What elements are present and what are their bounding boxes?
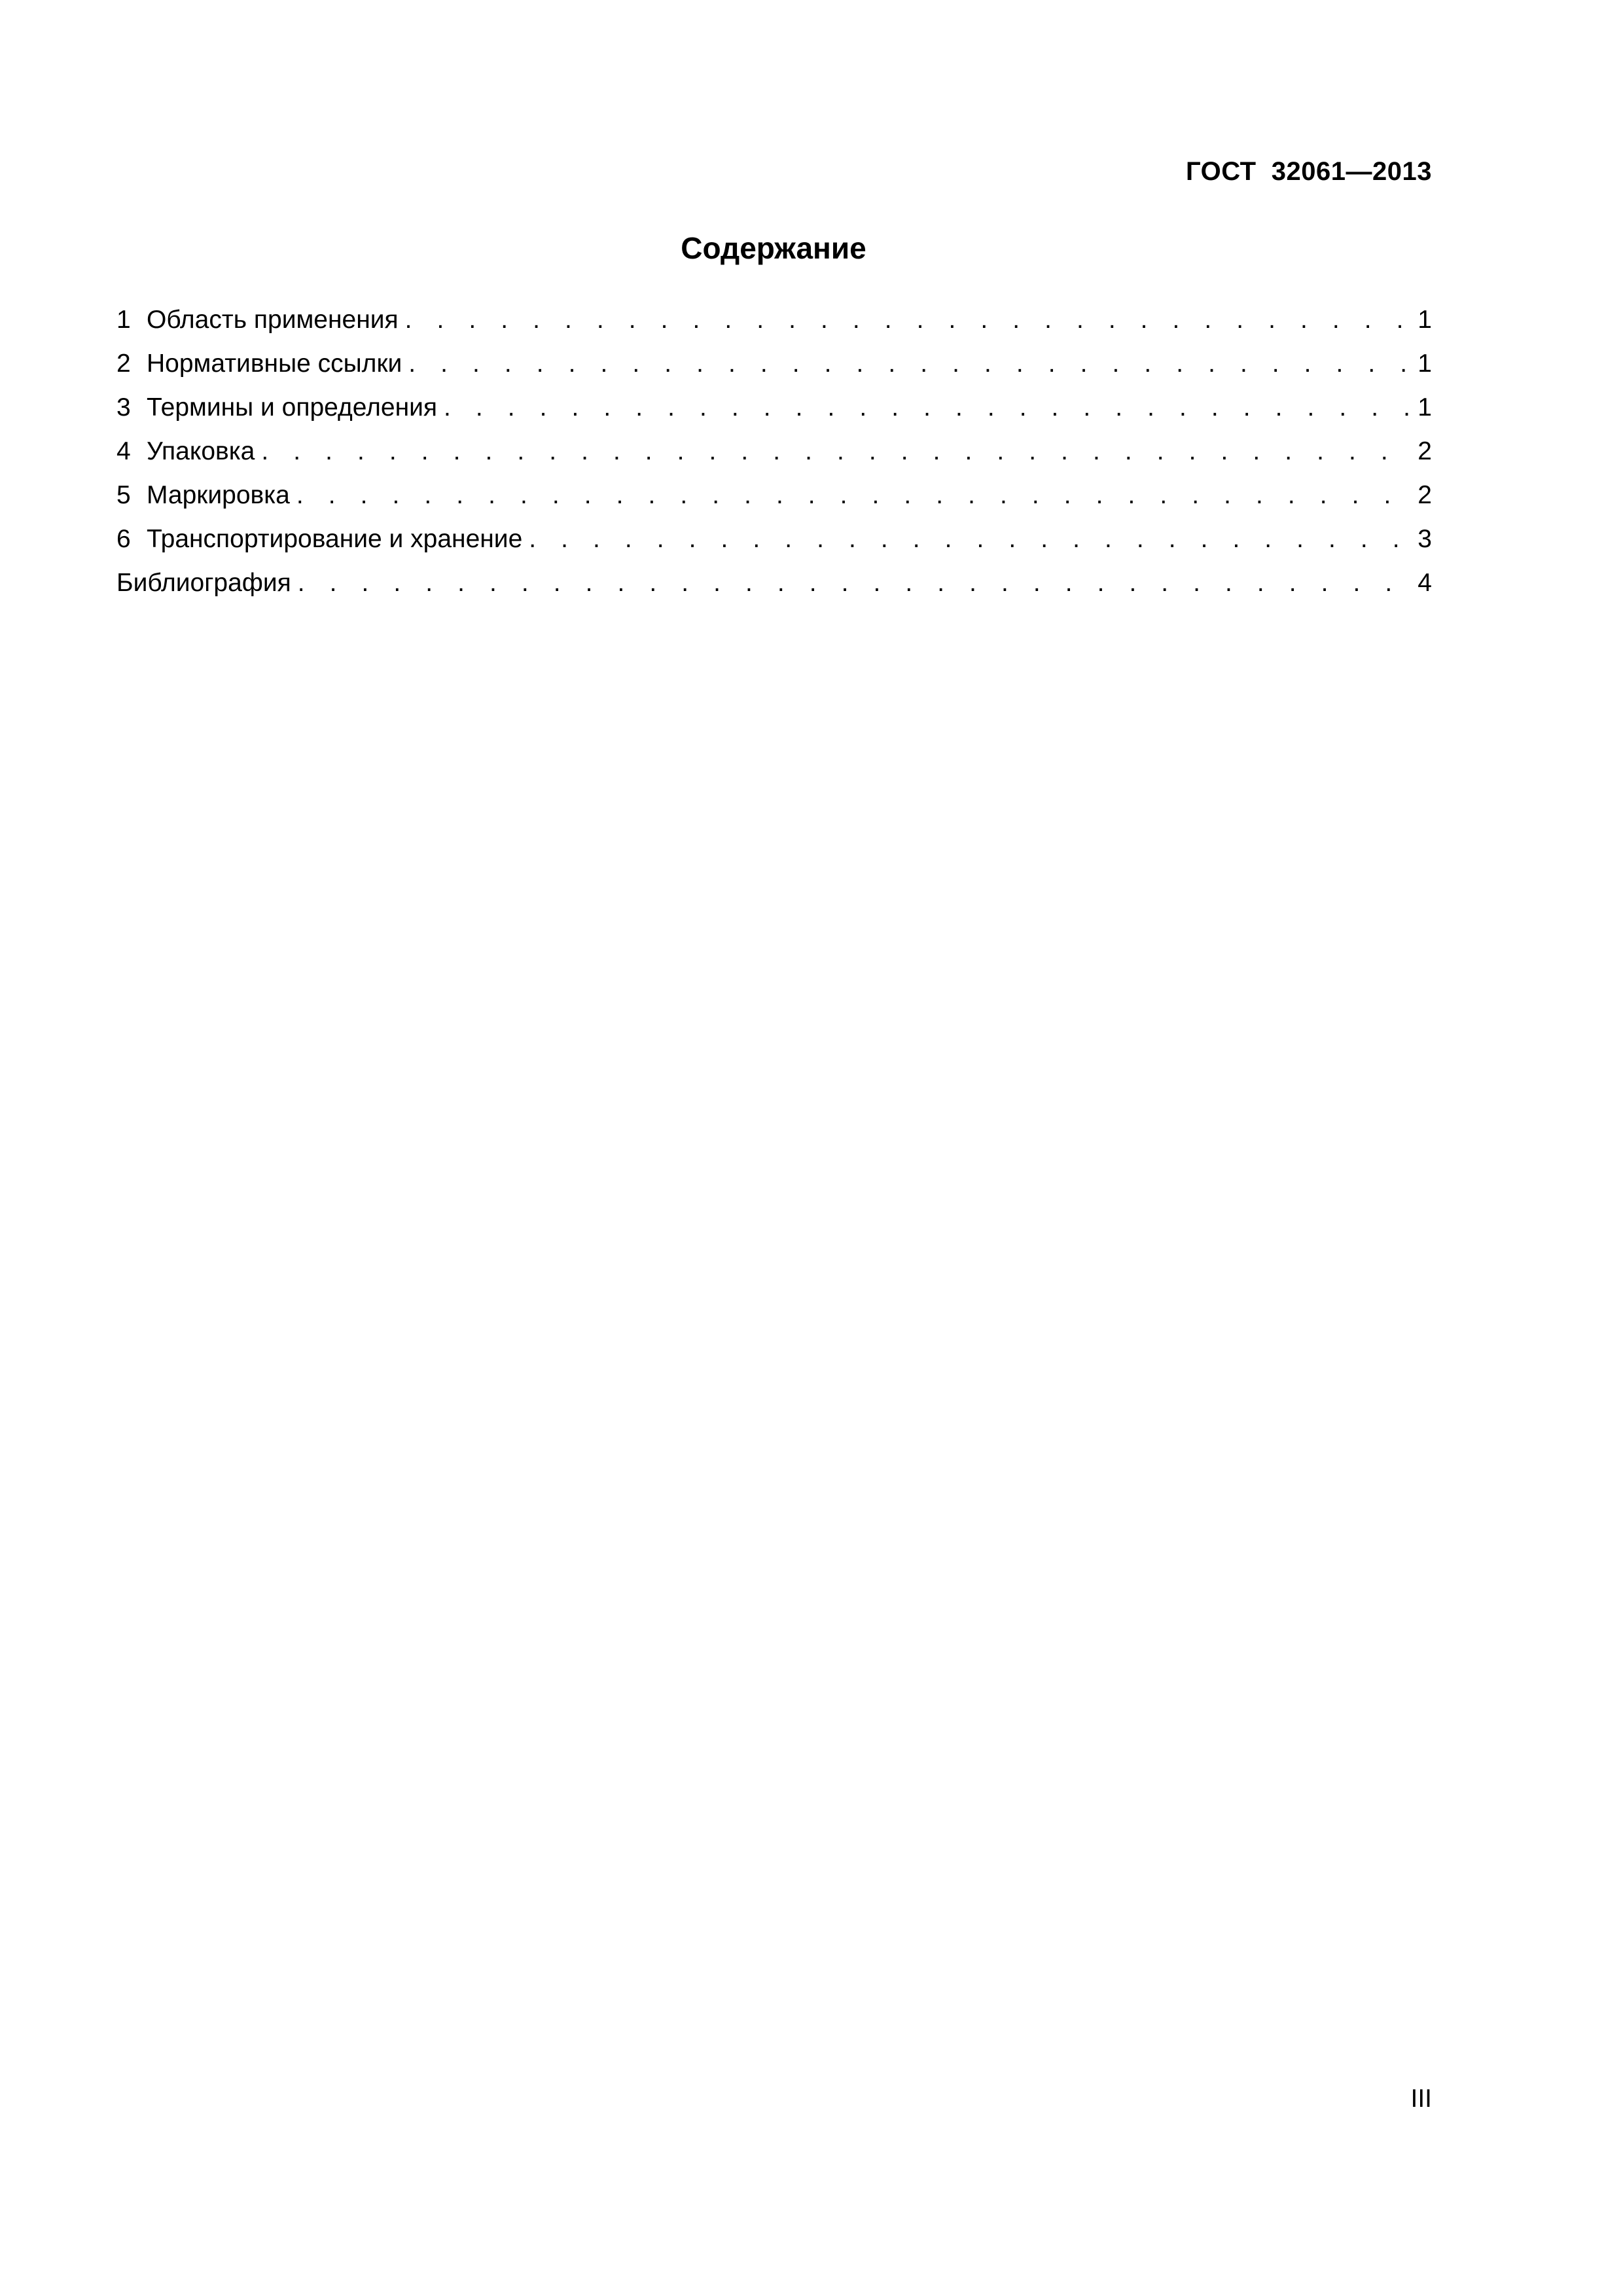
toc-entry-label: Упаковка: [147, 437, 255, 465]
toc-entry-page: 1: [1418, 350, 1432, 378]
toc-entry-number: 2: [116, 350, 131, 378]
toc-entry-label: Термины и определения: [147, 393, 438, 422]
toc-entry-page: 1: [1418, 306, 1432, 334]
toc-entry-bibliography[interactable]: [116, 561, 1432, 605]
dot-leader: [298, 561, 1414, 605]
toc-entry-label: Транспортирование и хранение: [147, 525, 523, 553]
toc-entry-page: 3: [1418, 525, 1432, 553]
toc-title: Содержание: [681, 231, 866, 265]
toc-entry-page: 4: [1418, 569, 1432, 597]
dot-leader: [444, 386, 1414, 429]
toc-entry-transport-storage[interactable]: [116, 517, 1432, 561]
toc-entry-terms-definitions[interactable]: [116, 386, 1432, 429]
toc-entry-number: 3: [116, 393, 131, 422]
document-code: ГОСТ 32061—2013: [1185, 157, 1432, 186]
toc-entry-label: Область применения: [147, 306, 399, 334]
dot-leader: [261, 429, 1414, 473]
dot-leader: [405, 298, 1414, 342]
page-number: III: [1410, 2085, 1432, 2113]
toc-entry-label: Нормативные ссылки: [147, 350, 402, 378]
toc-entry-number: 6: [116, 525, 131, 553]
toc-entry-page: 2: [1418, 437, 1432, 465]
table-of-contents: [116, 298, 1432, 605]
toc-entry-packaging[interactable]: [116, 429, 1432, 473]
toc-entry-normative-references[interactable]: [116, 342, 1432, 386]
toc-entry-label: Библиография: [116, 569, 291, 597]
toc-entry-marking[interactable]: [116, 473, 1432, 517]
dot-leader: [408, 342, 1414, 386]
toc-entry-number: 4: [116, 437, 131, 465]
dot-leader: [296, 473, 1414, 517]
toc-entry-label: Маркировка: [147, 481, 290, 509]
toc-entry-number: 5: [116, 481, 131, 509]
toc-entry-page: 2: [1418, 481, 1432, 509]
toc-entry-page: 1: [1418, 393, 1432, 422]
toc-entry-number: 1: [116, 306, 131, 334]
toc-entry-scope[interactable]: [116, 298, 1432, 342]
dot-leader: [529, 517, 1414, 561]
